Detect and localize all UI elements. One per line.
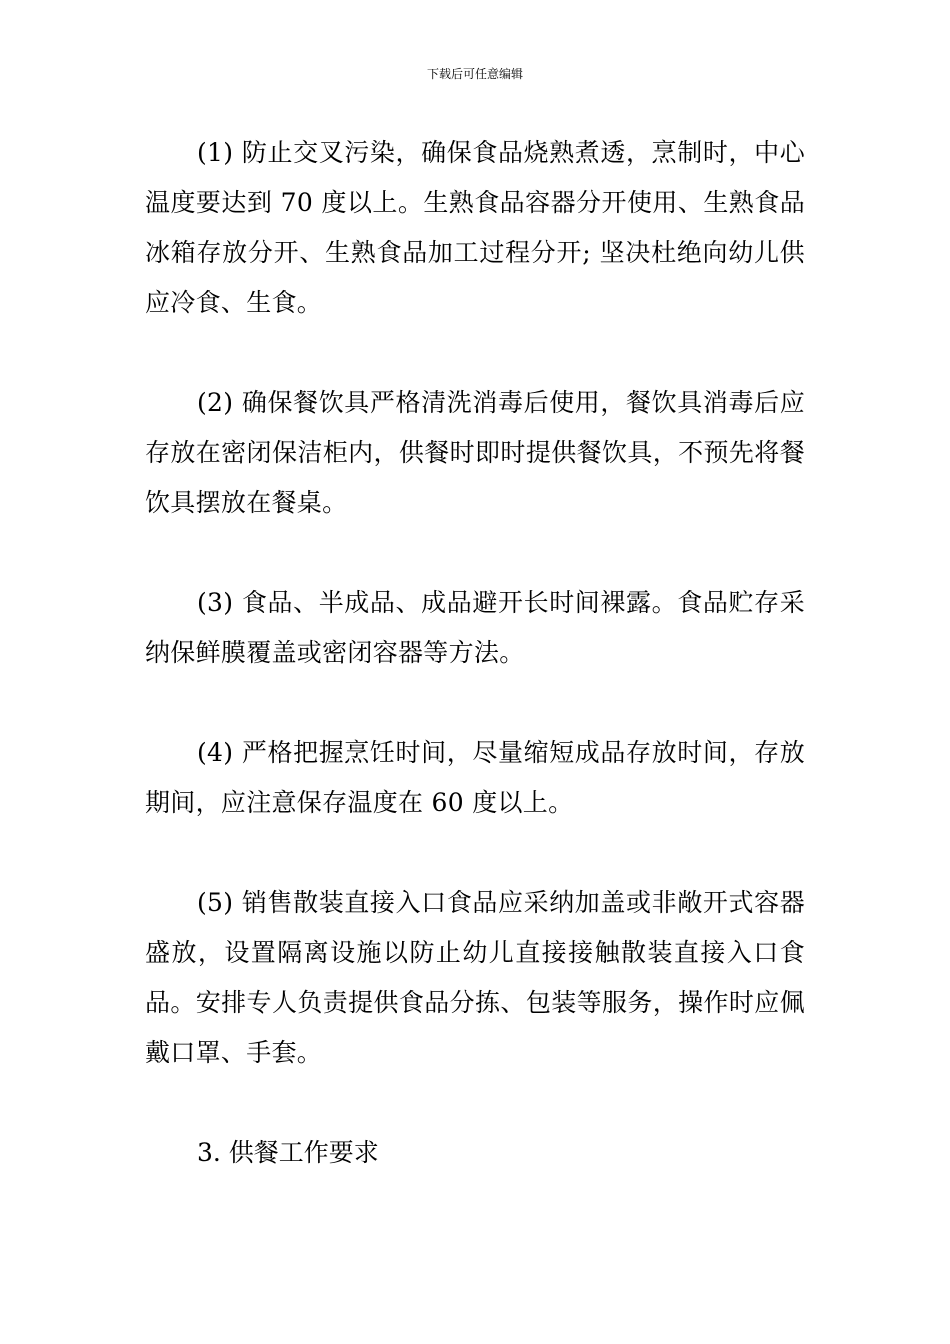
paragraph-2: (2) 确保餐饮具严格清洗消毒后使用，餐饮具消毒后应存放在密闭保洁柜内，供餐时即时提供餐饮具，不预先将餐饮具摆放在餐桌。 [145,388,805,517]
paragraph-1: (1) 防止交叉污染，确保食品烧熟煮透，烹制时，中心温度要达到 70 度以上。生熟食品容器分开使用、生熟食品冰箱存放分开、生熟食品加工过程分开; 坚决杜绝向幼儿供应冷食、生食。 [145,138,805,317]
paragraph-3: (3) 食品、半成品、成品避开长时间裸露。食品贮存采纳保鲜膜覆盖或密闭容器等方法。 [145,588,805,667]
document-body [145,128,805,1178]
paragraph-5: (5) 销售散装直接入口食品应采纳加盖或非敞开式容器盛放，设置隔离设施以防止幼儿直接接触散装直接入口食品。安排专人负责提供食品分拣、包装等服务，操作时应佩戴口罩、手套。 [145,888,805,1067]
section-heading: 3. 供餐工作要求 [197,1138,379,1167]
page-header: 下载后可任意编辑 [426,67,523,81]
paragraph-4: (4) 严格把握烹饪时间，尽量缩短成品存放时间，存放期间，应注意保存温度在 60 度以上。 [145,738,805,817]
